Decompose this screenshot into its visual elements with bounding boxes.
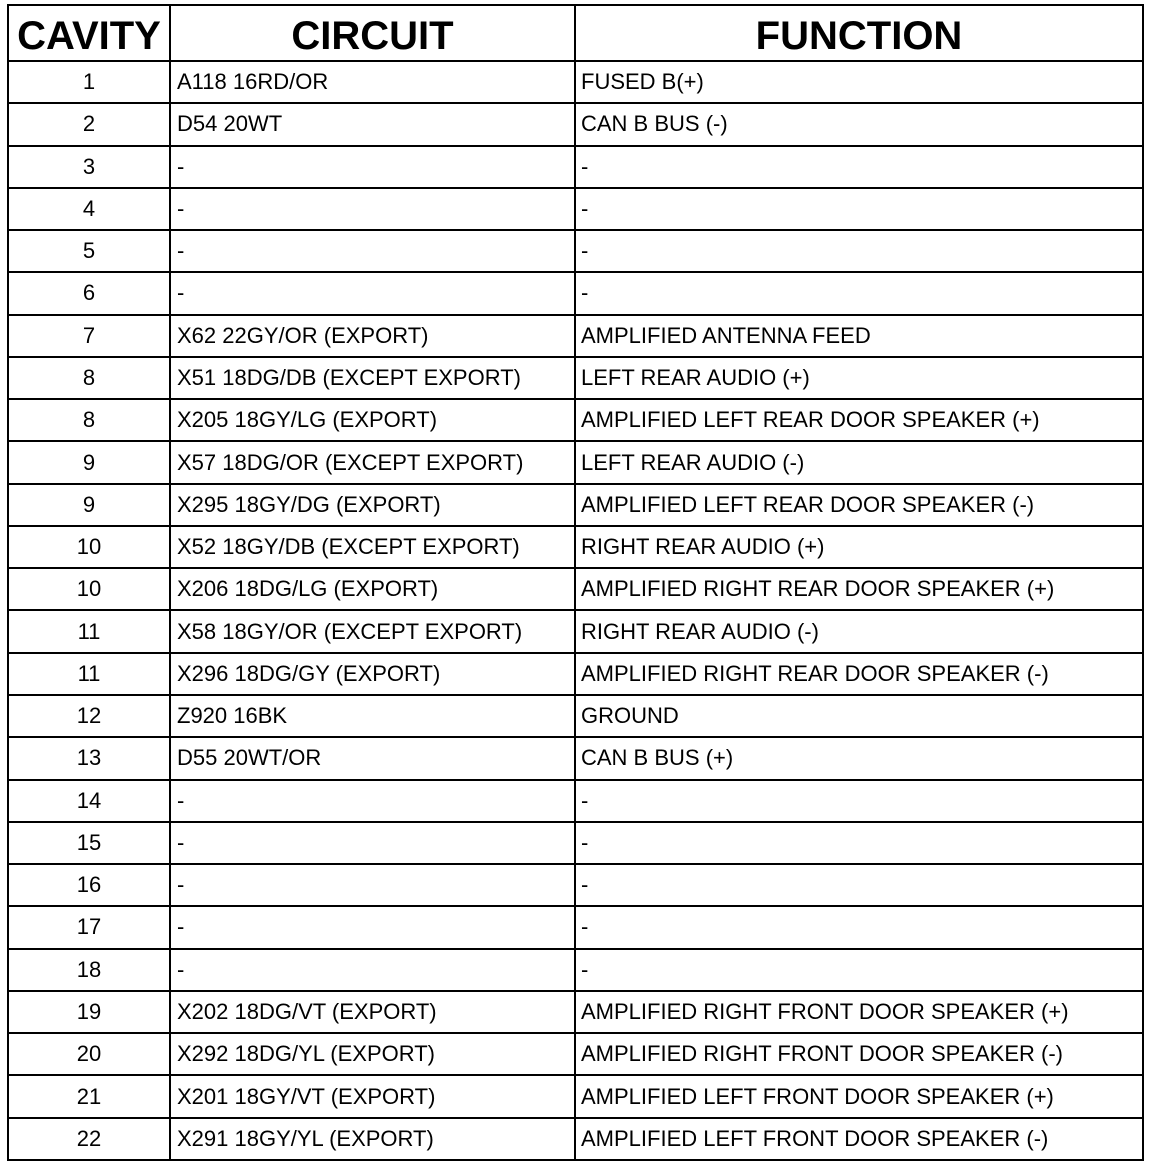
cavity-cell: 8 xyxy=(8,399,170,441)
cavity-cell: 15 xyxy=(8,822,170,864)
circuit-cell: X292 18DG/YL (EXPORT) xyxy=(170,1033,575,1075)
circuit-cell: X291 18GY/YL (EXPORT) xyxy=(170,1118,575,1160)
table-row xyxy=(8,906,1143,948)
cavity-cell: 10 xyxy=(8,526,170,568)
header-cavity: CAVITY xyxy=(8,5,170,61)
table-row xyxy=(8,230,1143,272)
circuit-cell: D54 20WT xyxy=(170,103,575,145)
circuit-cell: X295 18GY/DG (EXPORT) xyxy=(170,484,575,526)
table-row xyxy=(8,315,1143,357)
cavity-cell: 18 xyxy=(8,949,170,991)
table-row xyxy=(8,822,1143,864)
cavity-cell: 10 xyxy=(8,568,170,610)
table-row xyxy=(8,695,1143,737)
circuit-cell: X202 18DG/VT (EXPORT) xyxy=(170,991,575,1033)
table-header xyxy=(8,5,1143,61)
table-row xyxy=(8,188,1143,230)
circuit-cell: D55 20WT/OR xyxy=(170,737,575,779)
function-cell: AMPLIFIED LEFT REAR DOOR SPEAKER (+) xyxy=(575,399,1143,441)
table-row xyxy=(8,441,1143,483)
cavity-cell: 3 xyxy=(8,146,170,188)
cavity-cell: 22 xyxy=(8,1118,170,1160)
table-row xyxy=(8,991,1143,1033)
function-cell: FUSED B(+) xyxy=(575,61,1143,103)
header-function: FUNCTION xyxy=(575,5,1143,61)
cavity-cell: 20 xyxy=(8,1033,170,1075)
cavity-cell: 11 xyxy=(8,653,170,695)
circuit-cell: X201 18GY/VT (EXPORT) xyxy=(170,1075,575,1117)
function-cell: AMPLIFIED RIGHT REAR DOOR SPEAKER (+) xyxy=(575,568,1143,610)
function-cell: - xyxy=(575,949,1143,991)
cavity-cell: 7 xyxy=(8,315,170,357)
function-cell: - xyxy=(575,864,1143,906)
circuit-cell: X206 18DG/LG (EXPORT) xyxy=(170,568,575,610)
function-cell: - xyxy=(575,780,1143,822)
function-cell: - xyxy=(575,906,1143,948)
function-cell: - xyxy=(575,822,1143,864)
function-cell: AMPLIFIED LEFT FRONT DOOR SPEAKER (+) xyxy=(575,1075,1143,1117)
table-row xyxy=(8,737,1143,779)
cavity-cell: 17 xyxy=(8,906,170,948)
table-row xyxy=(8,864,1143,906)
circuit-cell: - xyxy=(170,272,575,314)
circuit-cell: - xyxy=(170,906,575,948)
circuit-cell: Z920 16BK xyxy=(170,695,575,737)
cavity-cell: 21 xyxy=(8,1075,170,1117)
cavity-cell: 11 xyxy=(8,610,170,652)
cavity-cell: 2 xyxy=(8,103,170,145)
table-row xyxy=(8,61,1143,103)
table-row xyxy=(8,357,1143,399)
table-row xyxy=(8,1075,1143,1117)
table-row xyxy=(8,610,1143,652)
function-cell: AMPLIFIED LEFT FRONT DOOR SPEAKER (-) xyxy=(575,1118,1143,1160)
table-row xyxy=(8,103,1143,145)
connector-pinout-table xyxy=(7,4,1144,1161)
function-cell: AMPLIFIED RIGHT FRONT DOOR SPEAKER (+) xyxy=(575,991,1143,1033)
function-cell: - xyxy=(575,230,1143,272)
table-row xyxy=(8,653,1143,695)
cavity-cell: 19 xyxy=(8,991,170,1033)
table-row xyxy=(8,780,1143,822)
cavity-cell: 14 xyxy=(8,780,170,822)
table-row xyxy=(8,484,1143,526)
table-row xyxy=(8,1033,1143,1075)
function-cell: CAN B BUS (+) xyxy=(575,737,1143,779)
circuit-cell: - xyxy=(170,188,575,230)
cavity-cell: 9 xyxy=(8,441,170,483)
table-body xyxy=(8,61,1143,1160)
function-cell: LEFT REAR AUDIO (+) xyxy=(575,357,1143,399)
circuit-cell: X296 18DG/GY (EXPORT) xyxy=(170,653,575,695)
cavity-cell: 16 xyxy=(8,864,170,906)
function-cell: LEFT REAR AUDIO (-) xyxy=(575,441,1143,483)
function-cell: AMPLIFIED ANTENNA FEED xyxy=(575,315,1143,357)
cavity-cell: 6 xyxy=(8,272,170,314)
function-cell: AMPLIFIED RIGHT FRONT DOOR SPEAKER (-) xyxy=(575,1033,1143,1075)
cavity-cell: 5 xyxy=(8,230,170,272)
function-cell: CAN B BUS (-) xyxy=(575,103,1143,145)
circuit-cell: X52 18GY/DB (EXCEPT EXPORT) xyxy=(170,526,575,568)
circuit-cell: X205 18GY/LG (EXPORT) xyxy=(170,399,575,441)
circuit-cell: - xyxy=(170,949,575,991)
function-cell: GROUND xyxy=(575,695,1143,737)
function-cell: RIGHT REAR AUDIO (-) xyxy=(575,610,1143,652)
cavity-cell: 13 xyxy=(8,737,170,779)
function-cell: AMPLIFIED RIGHT REAR DOOR SPEAKER (-) xyxy=(575,653,1143,695)
circuit-cell: - xyxy=(170,822,575,864)
circuit-cell: - xyxy=(170,864,575,906)
table-row xyxy=(8,399,1143,441)
cavity-cell: 8 xyxy=(8,357,170,399)
circuit-cell: X58 18GY/OR (EXCEPT EXPORT) xyxy=(170,610,575,652)
table-row xyxy=(8,272,1143,314)
circuit-cell: A118 16RD/OR xyxy=(170,61,575,103)
circuit-cell: X57 18DG/OR (EXCEPT EXPORT) xyxy=(170,441,575,483)
circuit-cell: X62 22GY/OR (EXPORT) xyxy=(170,315,575,357)
function-cell: AMPLIFIED LEFT REAR DOOR SPEAKER (-) xyxy=(575,484,1143,526)
circuit-cell: X51 18DG/DB (EXCEPT EXPORT) xyxy=(170,357,575,399)
function-cell: RIGHT REAR AUDIO (+) xyxy=(575,526,1143,568)
cavity-cell: 1 xyxy=(8,61,170,103)
table-row xyxy=(8,949,1143,991)
function-cell: - xyxy=(575,146,1143,188)
cavity-cell: 12 xyxy=(8,695,170,737)
cavity-cell: 9 xyxy=(8,484,170,526)
table-row xyxy=(8,526,1143,568)
cavity-cell: 4 xyxy=(8,188,170,230)
table-row xyxy=(8,146,1143,188)
function-cell: - xyxy=(575,188,1143,230)
table-row xyxy=(8,568,1143,610)
circuit-cell: - xyxy=(170,230,575,272)
header-circuit: CIRCUIT xyxy=(170,5,575,61)
function-cell: - xyxy=(575,272,1143,314)
circuit-cell: - xyxy=(170,146,575,188)
table-row xyxy=(8,1118,1143,1160)
circuit-cell: - xyxy=(170,780,575,822)
header-row xyxy=(8,5,1143,61)
